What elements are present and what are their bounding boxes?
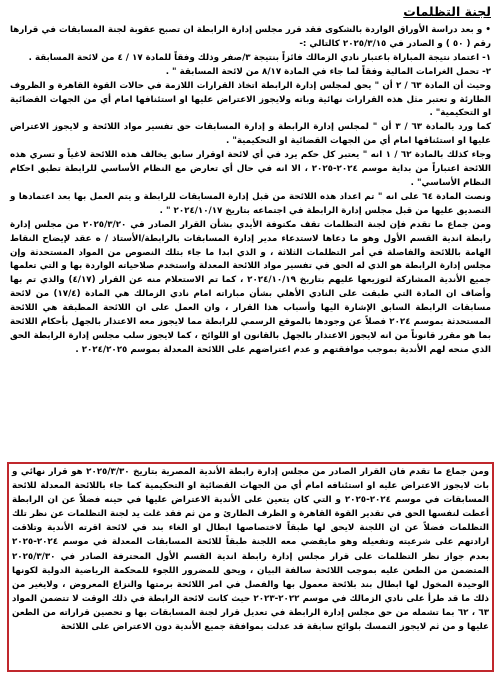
paragraph-article-62-1: وجاء كذلك بالمادة ٦٢ / ١ انه " يعتبر كل حكم يرد في أي لائحة اوقرار سابق يخالف هذه اللائحة لاغياً و تسري هذه اللائحة اعتباراً من بداية موسم ٢٠٢٤-٢٠٢٥ ، الا انه في حال أي تعارض مع النظام الأساسي للرابطة تطبق احكام النظام الأساسي" . <box>10 150 491 188</box>
paragraph-intro: • و بعد دراسة الأوراق الواردة بالشكوى فقد قرر مجلس إدارة الرابطة ان تصبح عقوبة لجنة المسابقات في قرارها رقم ( ٥٠ ) و الصادر في ٢٠٢٥/٣/١٥ كالتالي :- <box>10 25 491 49</box>
conclusion-text: ومن جماع ما تقدم فان القرار الصادر من مجلس إدارة رابطة الأندية المصرية بتاريخ ٢٠٢٥/٣/٣٠ هو قرار نهائي و بات لايجوز الاعتراض عليه او استئنافه امام أي من الجهات القضائية او التحكيمية كما جاء باللائحة المعدلة للائحة المسابقات في موسم ٢٠٢٤-٢٠٢٥ و التي كان يتعين على الأندية الاعتراض عليها في حينه فضلاً عن ان الرابطة أعطت لنفسها الحق في تقدير القوة القاهرة و الظرف الطارئ و من ثم فقد غلت يد لجنة التظلمات عن نظر تلك التظلمات فضلاً عن ان اللجنة لايحق لها طبقاً لاختصاصها ابطال او الغاء بند في لائحة اقرته الأندية وتلاقت ارادتهم على شرعيته وتفعيله وهو مايقضي معه اللجنة طبقاً للائحة المسابقات المعدلة في موسم ٢٠٢٤-٢٠٢٥ بعدم جواز نظر التظلمات على قرار مجلس إدارة رابطة اندية القسم الأول المحترفة الصادر في ٢٠٢٥/٣/٣٠ المتضمن من الطعن عليه بموجب اللائحة سالفة البيان ، ويحق للمضرور اللجوء للمحكمة الرياضية الدولية لكونها الوحيدة المخول لها ابطال بند بلائحة معمول بها والفصل في امر اللائحة برمتها والنزاع المعروض ، ولايغير من ذلك ما قد طرأ على نادي الزمالك في موسم ٢٠٢٢-٢٠٢٣ حيث كانت لائحة الرابطة في ذلك الوقت لا تتضمن المواد ٦٣ ، ٦٢ بما تشمله من حق مجلس إدارة الرابطة في تعديل قرار لجنة المسابقات بها و تحصين قراراته من الطعن عليها و من ثم لايجوز التمسك بلوائح سابقة قد عدلت بموافقة جميع الأندية دون الاعتراض على اللائحة <box>12 467 490 633</box>
paragraph-item-1: ١- اعتماد نتيجة المباراة باعتبار نادي الزمالك فائزاً بنتيجة ٣/صفر وذلك وفقاً للمادة ١٧ / ٤ من لائحة المسابقة . <box>28 52 491 63</box>
paragraph-item-2: ٢- تحمل الغرامات المالية وفقاً لما جاء في المادة ٨/١٧ من لائحة المسابقة " . <box>165 66 491 77</box>
paragraph-summary: ومن جماع ما تقدم فإن لجنة التظلمات تقف مكتوفة الأيدي بشأن القرار الصادر في ٢٠٢٥/٣/٢٠ من مجلس إدارة رابطة اندية القسم الأول وهو ما دعاها لاستدعاء مدير إدارة المسابقات بالرابطة/الأستاذ / ه عقد لإيضاح النقاط الهامة باللائحة والفاصلة في أمر التظلمات الثلاثة ، و الذي ابدا ما جاء بتلك النصوص من المواد المستحدثة وإن مجلس إدارة الرابطة هو الذي له الحق في تفسير مواد اللائحة المعدلة واستخدم صلاحياته الواردة بها و التي تعلمها جميع الأندية المشاركة لتوزيعها عليهم بتاريخ ٢٠٢٤/١٠/١٩ ، كما تم الاستعلام منه عن القرار (٤/١٧) والذي تم بها وأضاف ان المادة التي طبقت على النادي الأهلي بشأن مباراته امام نادي الزمالك هي المادة (١٧/٤) من لائحة مسابقات الرابطة السابق الإشارة اليها وأسباب هذا القرار ، وان العمل على ان اللائحة المطبقة هي اللائحة المستحدثة بموسم ٢٠٢٤ فصلاً عن وجودها بالموقع الرسمي للرابطة مما لايجوز معه الاعتذار بالجهل بأحكام اللائحة بما هو مقرر قانوناً من انه لايجوز الاعتذار بالجهل بالقانون او اللوائح ، كما لايجوز سلب مجلس إدارة الرابطة الحق الذي منحه لهم الأندية بموجب موافقتهم و عدم اعتراضهم على اللائحة المعدلة بموسم ٢٠٢٤/٢٠٢٥ . <box>10 219 491 355</box>
section-title: لجنة التظلمات <box>403 4 491 19</box>
paragraph-article-64: ونصت المادة ٦٤ على انه " تم اعداد هذه اللائحة من قبل إدارة المسابقات للرابطة و يتم العمل بها بعد اعتمادها و التصديق عليها من قبل مجلس إدارة الرابطة في اجتماعه بتاريخ ٢٠٢٤/١٠/١٧ " . <box>10 191 491 216</box>
highlighted-conclusion-box <box>7 462 494 672</box>
paragraph-article-63-2: وحيث أن المادة ٦٣ / ٢ أن " يحق لمجلس إدارة الرابطة اتخاذ القرارات اللازمة في حالات القوة القاهرة و الظروف الطارئة و تعتبر مثل هذه القرارات نهائية وباته ولايجوز الاعتراض عليها او استئنافها امام أي من الجهات القضائية او التحكيمية" . <box>10 80 491 119</box>
paragraph-article-63-3: كما ورد بالمادة ٦٣ / ٣ أن " لمجلس إدارة الرابطة و إدارة المسابقات حق تفسير مواد اللائحة و لايجوز الاعتراض عليها او استئنافها امام أي من الجهات القضائية او التحكيمية" . <box>10 122 492 147</box>
decision-body <box>10 24 491 358</box>
